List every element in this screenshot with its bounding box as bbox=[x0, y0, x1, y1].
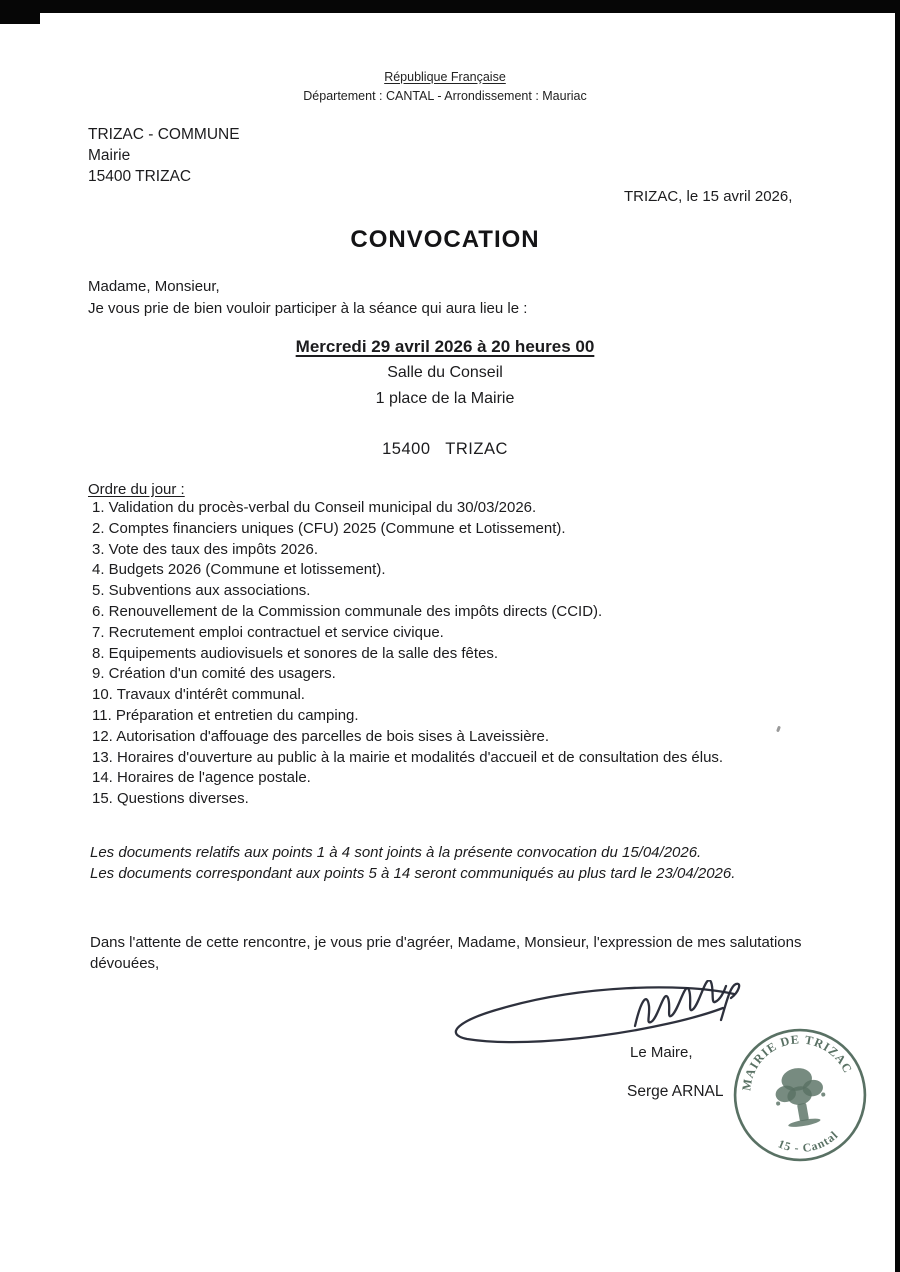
stamp-top-text: MAIRIE DE TRIZAC bbox=[739, 1032, 856, 1092]
date-line: TRIZAC, le 15 avril 2026, bbox=[624, 188, 793, 205]
signoff-role: Le Maire, bbox=[630, 1044, 693, 1061]
document-title: CONVOCATION bbox=[350, 226, 540, 253]
stamp-bottom-text: 15 - Cantal bbox=[776, 1128, 842, 1155]
republic-heading: République Française bbox=[384, 70, 506, 84]
agenda-item: 1. Validation du procès-verbal du Conseil municipal du 30/03/2026. bbox=[92, 499, 537, 516]
attachments-note-line: Les documents relatifs aux points 1 à 4 sont joints à la présente convocation du 15/04/2026. bbox=[90, 844, 702, 861]
agenda-item: 15. Questions diverses. bbox=[92, 790, 249, 808]
agenda-item: 13. Horaires d'ouverture au public à la mairie et modalités d'accueil et de consultation des élus. bbox=[92, 748, 724, 766]
agenda-item: 8. Equipements audiovisuels et sonores de la salle des fêtes. bbox=[92, 644, 499, 662]
sender-block bbox=[88, 124, 240, 187]
agenda-heading: Ordre du jour : bbox=[88, 481, 185, 498]
salutation: Madame, Monsieur, bbox=[88, 278, 220, 295]
meeting-city: 15400 TRIZAC bbox=[382, 440, 508, 458]
agenda-item: 3. Vote des taux des impôts 2026. bbox=[92, 540, 318, 558]
agenda-item: 10. Travaux d'intérêt communal. bbox=[92, 686, 305, 704]
agenda-list bbox=[92, 498, 834, 810]
agenda-item: 2. Comptes financiers uniques (CFU) 2025 (Commune et Lotissement). bbox=[92, 519, 566, 537]
svg-text:15 - Cantal bbox=[774, 1127, 843, 1160]
agenda-item: 11. Préparation et entretien du camping. bbox=[92, 706, 359, 724]
stamp-emblem bbox=[771, 1064, 830, 1130]
intro-sentence: Je vous prie de bien vouloir participer à la séance qui aura lieu le : bbox=[88, 300, 528, 317]
agenda-item: 14. Horaires de l'agence postale. bbox=[92, 769, 311, 787]
closing-paragraph: Dans l'attente de cette rencontre, je vous prie d'agréer, Madame, Monsieur, l'expression de mes salutations dévouées, bbox=[90, 934, 802, 972]
attachments-note bbox=[90, 842, 830, 884]
official-stamp bbox=[731, 1026, 869, 1164]
agenda-item: 7. Recrutement emploi contractuel et service civique. bbox=[92, 623, 444, 641]
agenda-item: 9. Création d'un comité des usagers. bbox=[92, 665, 336, 683]
handwritten-signature bbox=[438, 980, 750, 1060]
scan-artifact-right-edge bbox=[895, 0, 900, 1272]
meeting-datetime: Mercredi 29 avril 2026 à 20 heures 00 bbox=[295, 337, 595, 356]
sender-city: 15400 TRIZAC bbox=[88, 168, 192, 185]
scan-artifact-top-left-corner bbox=[0, 0, 40, 24]
department-line: Département : CANTAL - Arrondissement : Mauriac bbox=[303, 89, 587, 103]
agenda-item: 6. Renouvellement de la Commission communale des impôts directs (CCID). bbox=[92, 602, 603, 620]
signoff-name: Serge ARNAL bbox=[627, 1083, 724, 1100]
sender-office: Mairie bbox=[88, 147, 131, 164]
agenda-item: 5. Subventions aux associations. bbox=[92, 582, 311, 600]
meeting-venue: Salle du Conseil bbox=[387, 364, 503, 381]
agenda-item: 4. Budgets 2026 (Commune et lotissement). bbox=[92, 561, 386, 579]
scan-artifact-top-bar bbox=[0, 0, 900, 13]
agenda-item: 12. Autorisation d'affouage des parcelles de bois sises à Laveissière. bbox=[92, 727, 550, 745]
meeting-address: 1 place de la Mairie bbox=[375, 390, 515, 407]
attachments-note-line: Les documents correspondant aux points 5 à 14 seront communiqués au plus tard le 23/04/2026. bbox=[90, 865, 736, 882]
sender-commune: TRIZAC - COMMUNE bbox=[88, 126, 240, 143]
